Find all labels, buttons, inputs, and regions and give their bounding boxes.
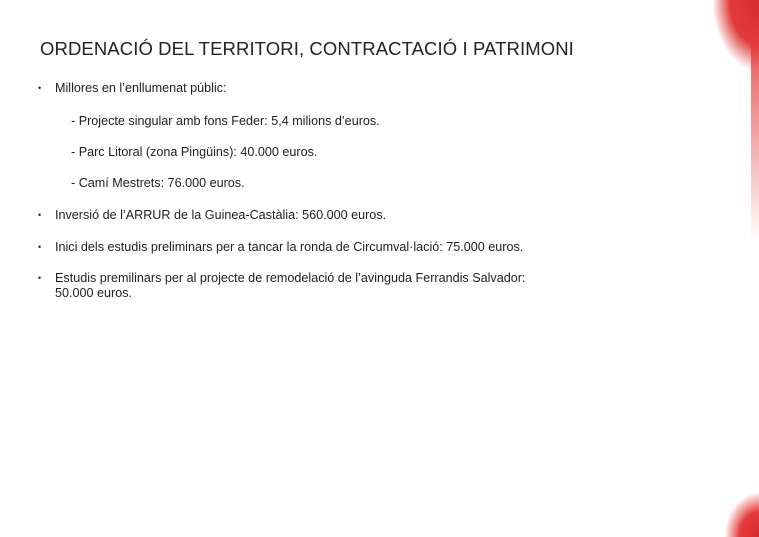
sub-list-item: - Projecte singular amb fons Feder: 5,4 milions d’euros.	[71, 114, 380, 128]
bullet-icon: •	[38, 273, 42, 283]
bullet-icon: •	[38, 83, 42, 93]
list-item-text: Millores en l’enllumenat públic:	[55, 81, 227, 95]
bullet-icon: •	[38, 242, 42, 252]
list-item-text-line: Estudis premilinars per al projecte de remodelació de l’avinguda Ferrandis Salvador:	[55, 271, 526, 285]
list-item-text: Inversió de l’ARRUR de la Guinea-Castàlia: 560.000 euros.	[55, 208, 387, 222]
bullet-icon: •	[38, 210, 42, 220]
sub-list-item: - Camí Mestrets: 76.000 euros.	[71, 176, 245, 190]
list-item-text-line: 50.000 euros.	[55, 286, 133, 300]
top-right-red-corner	[713, 0, 759, 70]
list-item-text	[55, 271, 525, 301]
list-item-text: Inici dels estudis preliminars per a tancar la ronda de Circumval·lació: 75.000 euros.	[55, 240, 524, 254]
sub-list-item: - Parc Litoral (zona Pingüins): 40.000 euros.	[71, 145, 318, 159]
bottom-right-red-corner	[725, 493, 759, 537]
page-title: ORDENACIÓ DEL TERRITORI, CONTRACTACIÓ I PATRIMONI	[40, 38, 574, 59]
red-edge-decoration	[751, 0, 759, 537]
